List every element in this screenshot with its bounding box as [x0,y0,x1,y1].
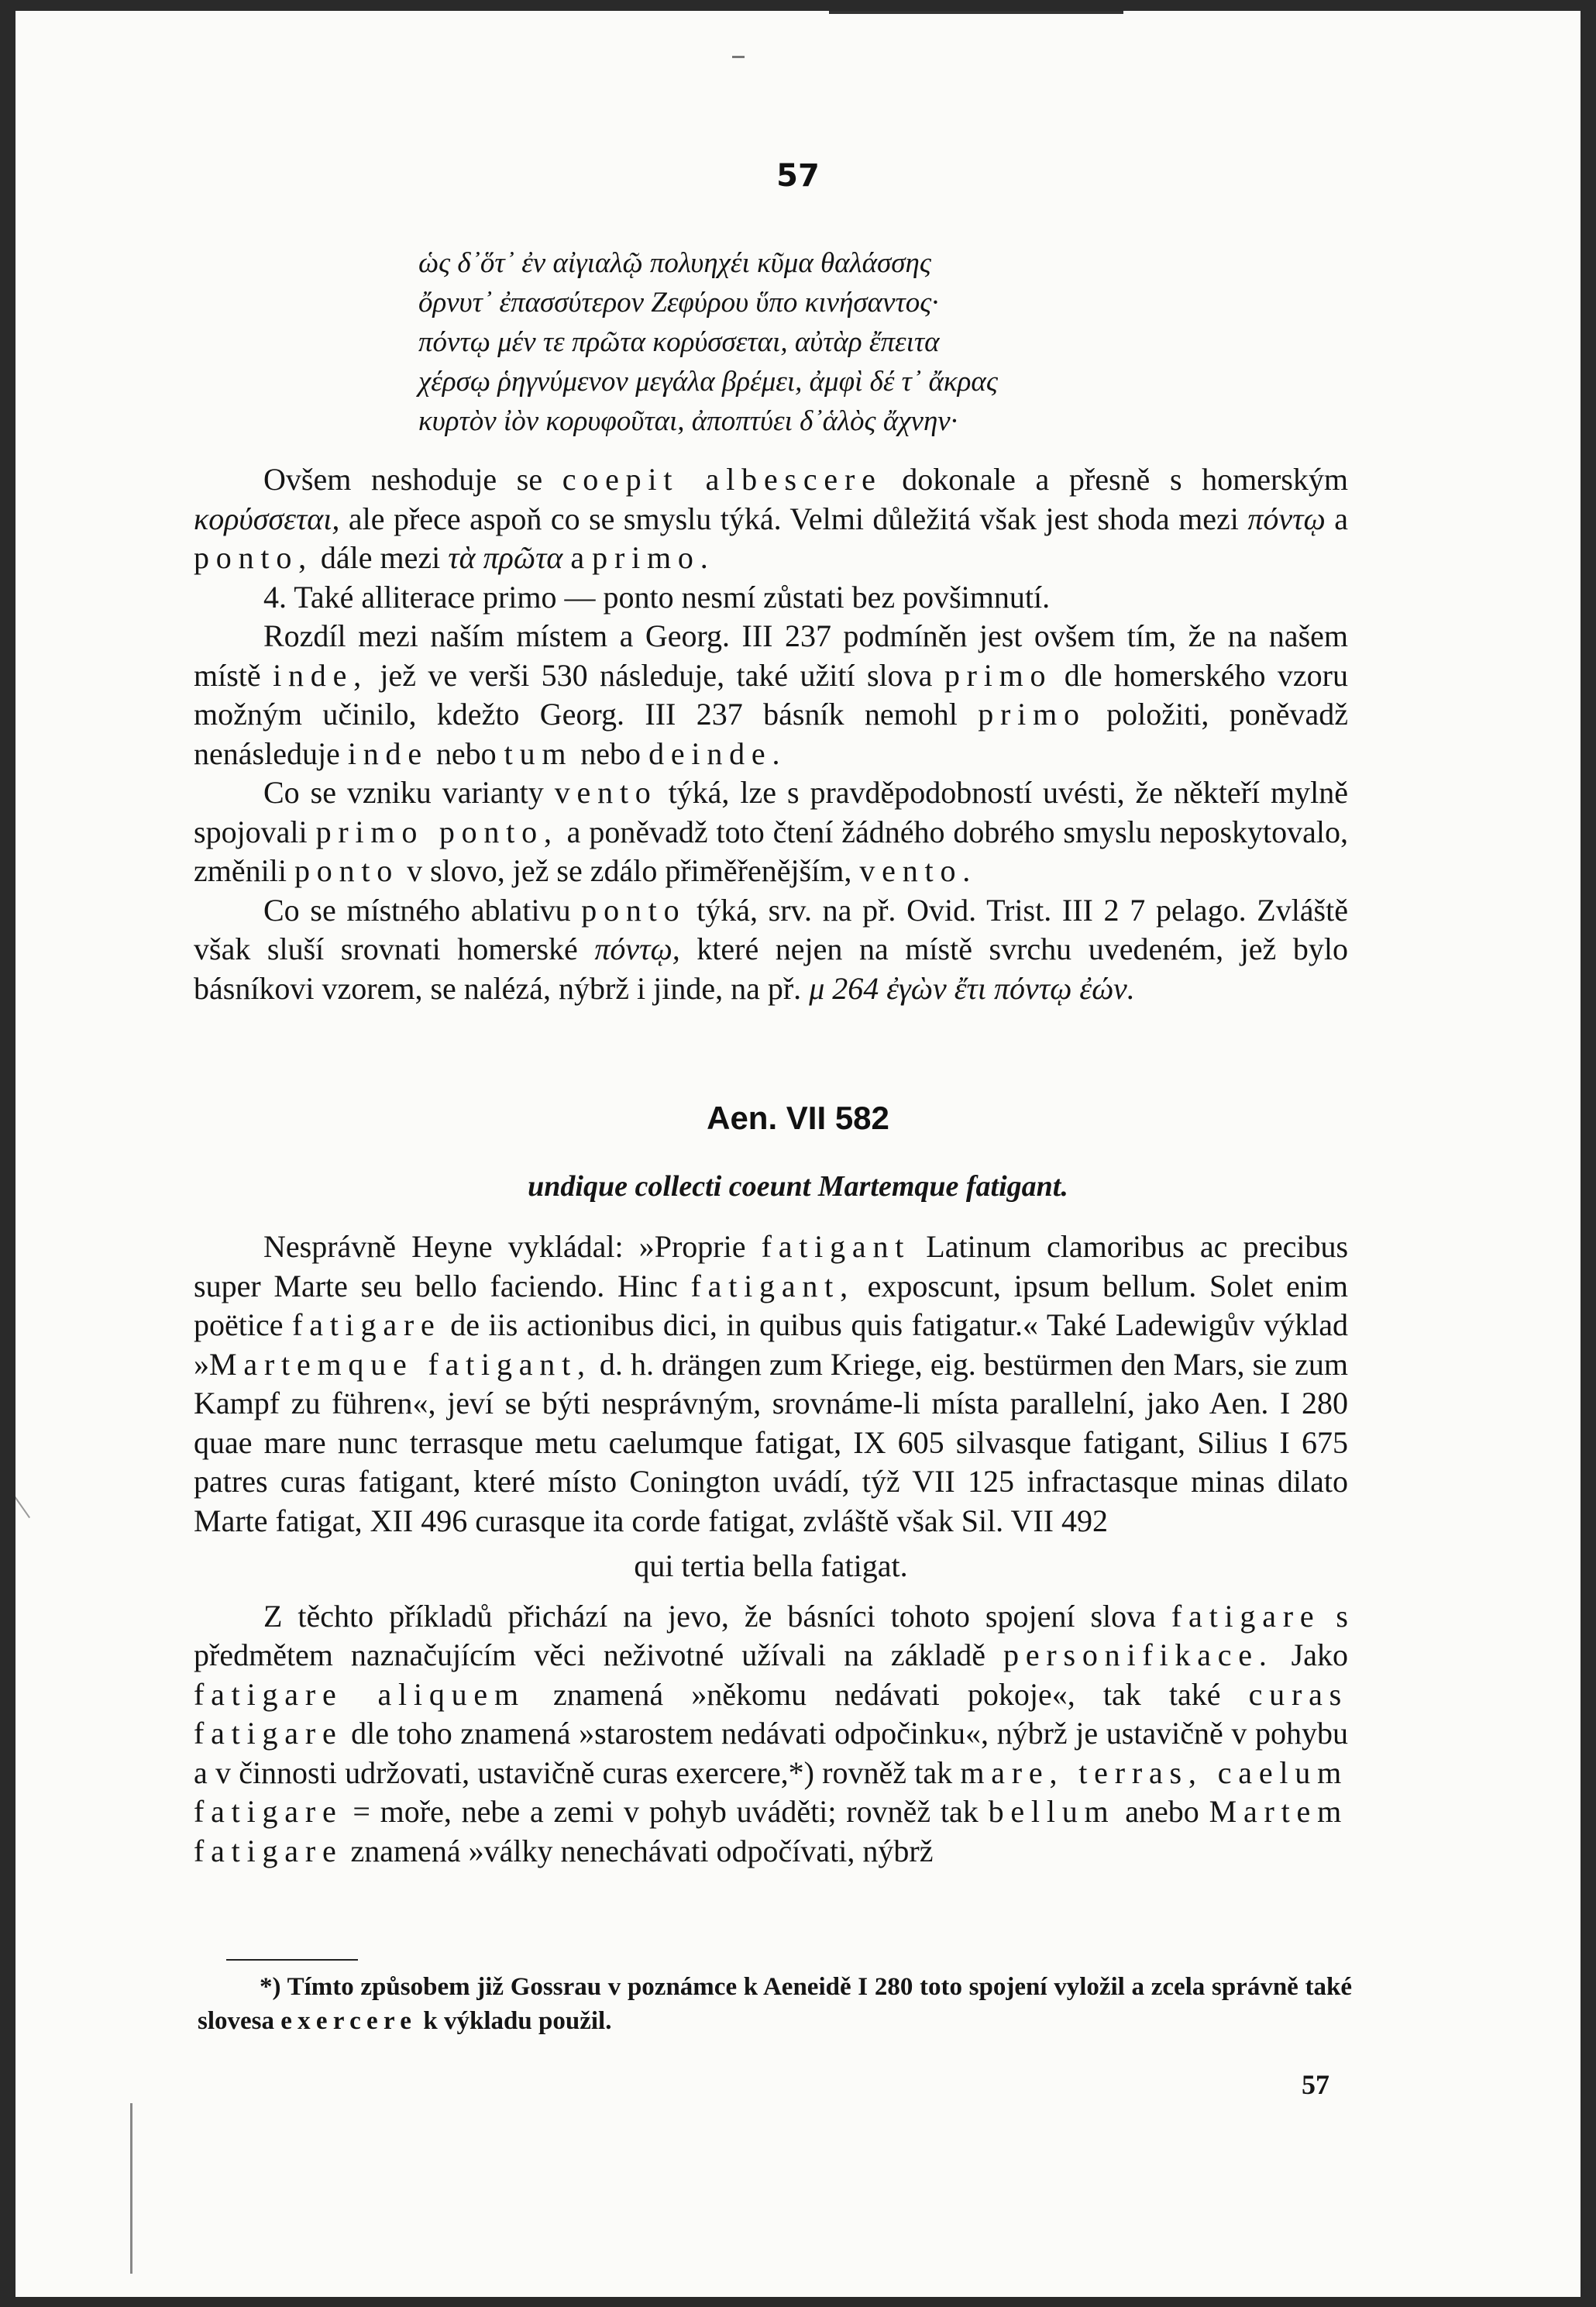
scanned-page [15,11,1581,2297]
footnote-divider [226,1959,358,1961]
commentary-text-bottom [194,1228,1348,1871]
commentary-text-top [194,460,1348,1008]
running-head-page-number: 57 [776,158,820,194]
paragraph-alliteration: 4. Také alliterace primo — ponto nesmí zůstati bez povšimnutí. [263,579,1051,615]
scan-speck [130,2103,132,2274]
scan-speck [829,11,1123,14]
scan-speck [15,1479,30,1518]
greek-verse-line: ὡς δ᾽ὅτ᾽ ἐν αἰγιαλῷ πολυηχέι κῦμα θαλάσσης [418,247,931,279]
paragraph-heyne: Nesprávně Heyne vykládal: »Proprie fatigant Latinum clamoribus ac precibus super Marte seu bello faciendo. Hinc fatigant, exposcunt, ipsum bellum. Solet enim poëtice fatigare de iis actionibus dici, in quibus quis fatigatur.« Také Ladewigův výklad »Martemque fatigant, d. h. drängen zum Kriege, eig. bestürmen den Mars, sie zum Kampf zu führen«, jeví se býti nesprávným, srovnáme-li místa parallelní, jako Aen. I 280 quae mare nunc terrasque metu caelumque fatigat, IX 605 silvasque fatigant, Silius I 675 patres curas fatigant, které místo Conington uvádí, týž VII 125 infractasque minas dilato Marte fatigat, XII 496 curasque ita corde fatigat, zvláště však Sil. VII 492 [194,1229,1349,1538]
page-number-footer: 57 [1302,2069,1329,2100]
greek-verse-block [418,243,1488,441]
greek-verse-line: ὄρνυτ᾽ ἐπασσύτερον Ζεφύρου ὕπο κινήσαντος· [418,287,939,319]
scan-speck [732,56,745,58]
paragraph-comparison: Ovšem neshoduje se coepit albescere dokonale a přesně s homerským κορύσσεται, ale přece aspoň co se smyslu týká. Velmi důležitá však jest shoda mezi πόντῳ a ponto, dále mezi τὰ πρῶτα a primo. [194,462,1349,575]
paragraph-georgics-difference: Rozdíl mezi naším místem a Georg. III 237 podmíněn jest ovšem tím, že na našem místě inde, jež ve verši 530 následuje, také užití slova primo dle homerského vzoru možným učinilo, kdežto Georg. III 237 básník nemohl primo položiti, poněvadž nenásleduje inde nebo tum nebo deinde. [194,618,1348,771]
paragraph-personification: Z těchto příkladů přichází na jevo, že básníci tohoto spojení slova fatigare s předmětem naznačujícím věci neživotné užívali na základě personifikace. Jako fatigare aliquem znamená »někomu nedávati pokoje«, tak také curas fatigare dle toho znamená »starostem nedávati odpočinku«, nýbrž je ustavičně v pohybu a v činnosti udržovati, ustavičně curas exercere,*) rovněž tak mare, terras, caelum fatigare = moře, nebe a zemi v pohyb uváděti; rovněž tak bellum anebo Martem fatigare znamená »války nenechávati odpočívati, nýbrž [194,1598,1349,1868]
footnote [198,1970,1352,2038]
section-lemma: undique collecti coeunt Martemque fatigant. [528,1170,1068,1203]
footnote-text: *) Tímto způsobem již Gossrau v poznámce k Aeneidě I 280 toto spojení vyložil a zcela správně také slovesa exercere k výkladu použil. [198,1973,1352,2035]
greek-verse-line: κυρτὸν ἰὸν κορυφοῦται, ἀποπτύει δ᾽ἁλὸς ἄχνην· [418,405,958,437]
paragraph-local-ablative: Co se místného ablativu ponto týká, srv. na př. Ovid. Trist. III 2 7 pelago. Zvláště však sluší srovnati homerské πόντῳ, které nejen na místě svrchu uvedeném, jež bylo básníkovi vzorem, se nalézá, nýbrž i jinde, na př. μ 264 ἐγὼν ἔτι πόντῳ ἐών. [194,892,1348,1006]
greek-verse-line: χέρσῳ ῥηγνύμενον μεγάλα βρέμει, ἀμφὶ δέ τ᾽ ἄκρας [418,366,998,398]
paragraph-variant-vento: Co se vzniku varianty vento týká, lze s pravděpodobností uvésti, že někteří mylně spojovali primo ponto, a poněvadž toto čtení žádného dobrého smyslu neposkytovalo, změnili ponto v slovo, jež se zdálo přiměřenějším, vento. [194,775,1348,888]
greek-verse-line: πόντῳ μέν τε πρῶτα κορύσσεται, αὐτὰρ ἔπειτα [418,326,940,358]
quoted-verse-line: qui tertia bella fatigat. [634,1548,908,1583]
section-heading: Aen. VII 582 [707,1100,889,1136]
